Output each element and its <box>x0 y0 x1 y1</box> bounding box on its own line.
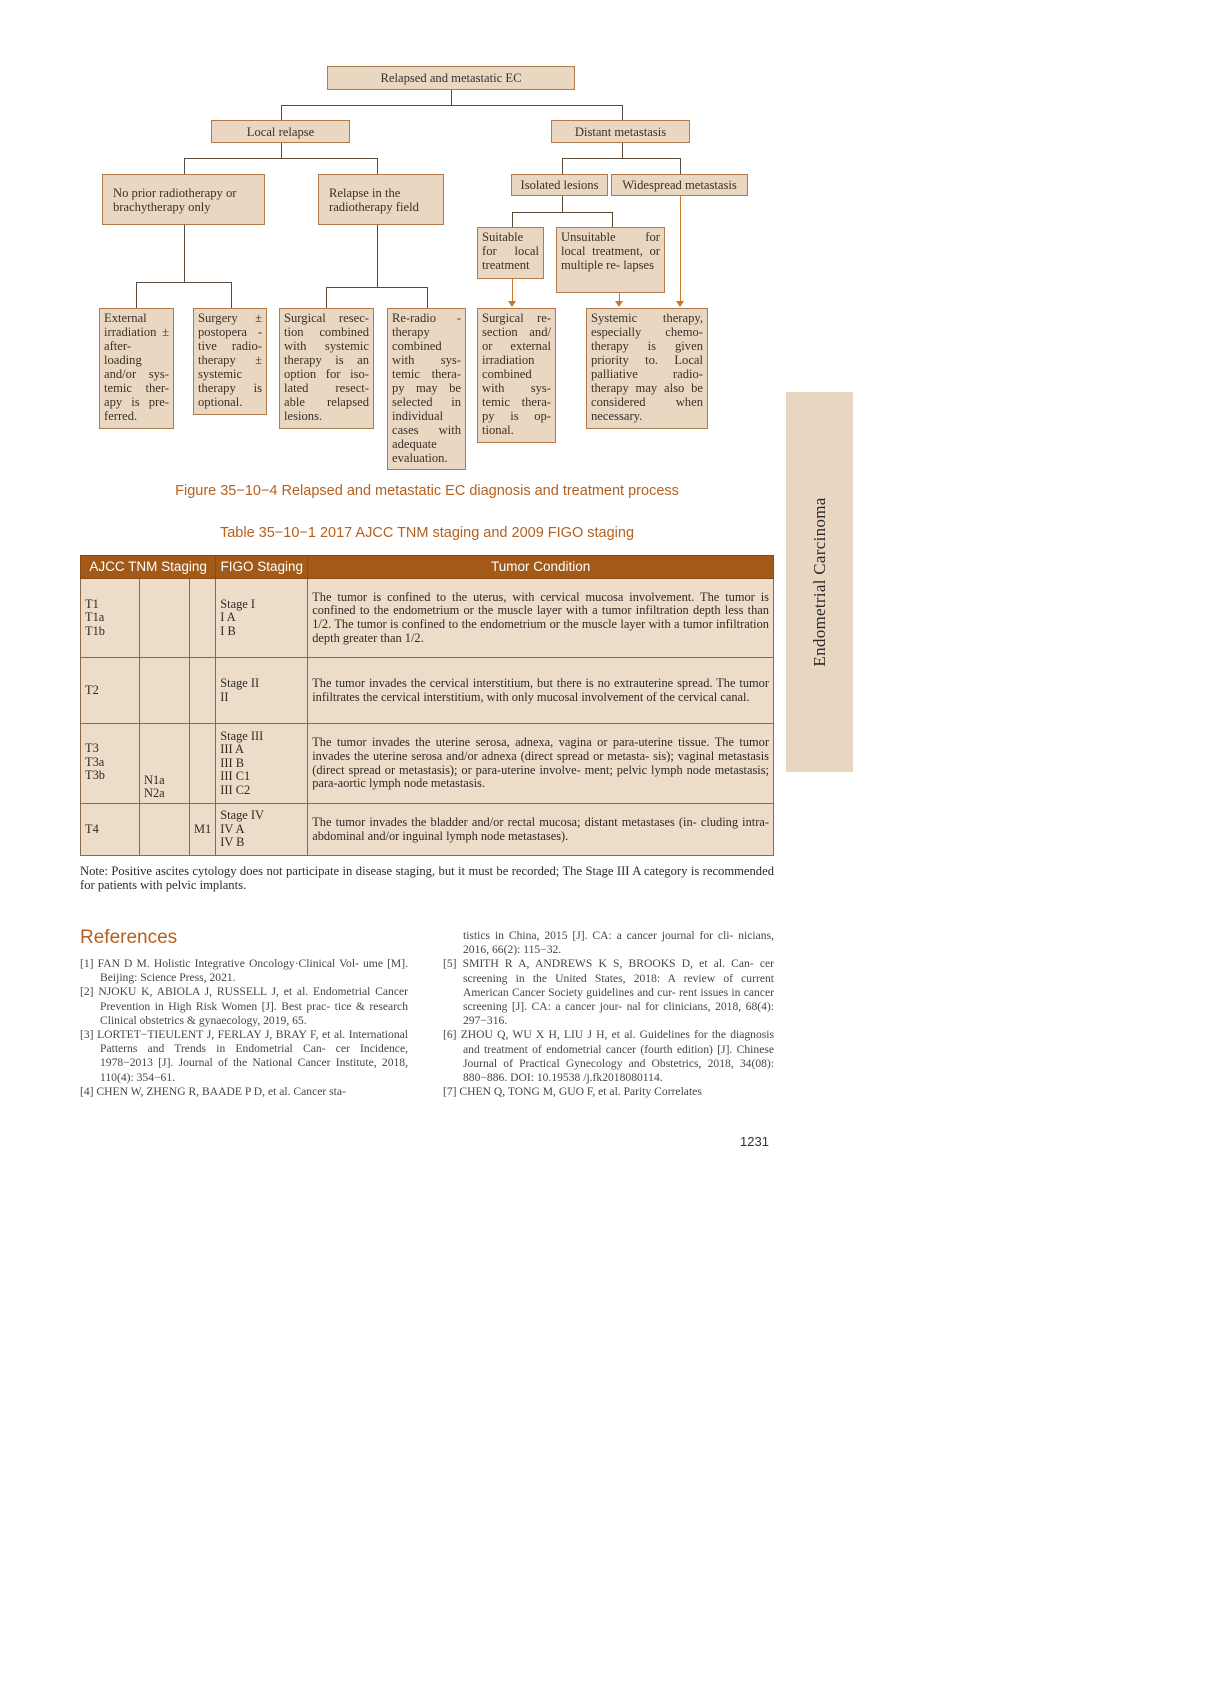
n-cell <box>140 579 190 658</box>
table-row <box>81 804 774 856</box>
table-header-row <box>81 556 774 579</box>
relapse-in-field-box: Relapse in the radiotherapy field <box>318 174 444 225</box>
figure-caption: Figure 35−10−4 Relapsed and metastatic EC diagnosis and treatment process <box>175 483 679 499</box>
t-cell: T2 <box>81 658 140 724</box>
reference-item: [5] SMITH R A, ANDREWS K S, BROOKS D, et al. Can- cer screening in the United States, 2018: A review of current American Cancer Society guidelines and cur- rent issues in cancer screening [J]. CA: a cancer jour- nal for clinicians, 2018, 68(4): 297−316. <box>443 957 774 1028</box>
table-note: Note: Positive ascites cytology does not participate in disease staging, but it must be recorded; The Stage III A category is recommended for patients with pelvic implants. <box>80 864 774 892</box>
systemic-therapy-box: Systemic therapy, especially chemo- therapy is given priority to. Local palliative radio- therapy may also be considered when necessary. <box>586 308 708 429</box>
widespread-metastasis-box: Widespread metastasis <box>611 174 748 196</box>
t-cell: T3 T3a T3b <box>81 724 140 804</box>
suitable-local-treatment-box: Suitable for local treatment <box>477 227 544 279</box>
chapter-side-tab-label: Endometrial Carcinoma <box>809 497 829 667</box>
local-relapse-box: Local relapse <box>211 120 350 143</box>
figo-cell: Stage I I A I B <box>216 579 308 658</box>
table-row <box>81 658 774 724</box>
references-left-column <box>80 957 408 1099</box>
reference-item: [1] FAN D M. Holistic Integrative Oncology·Clinical Vol- ume [M]. Beijing: Science Press, 2021. <box>80 957 408 985</box>
reference-item: [6] ZHOU Q, WU X H, LIU J H, et al. Guidelines for the diagnosis and treatment of endometrial cancer (fourth edition) [J]. Chinese Journal of Practical Gynecology and Obstetrics, 2018, 34(08): 880−886. DOI: 10.19538 /j.fk2018080114. <box>443 1028 774 1085</box>
n-cell: N1a N2a <box>140 724 190 804</box>
chapter-side-tab <box>786 392 853 772</box>
header-ajcc: AJCC TNM Staging <box>81 556 216 579</box>
re-radiotherapy-box: Re-radio - therapy combined with sys- temic thera- py may be selected in individual cases with adequate evaluation. <box>387 308 466 470</box>
table-row <box>81 579 774 658</box>
t-cell: T4 <box>81 804 140 856</box>
reference-item: [7] CHEN Q, TONG M, GUO F, et al. Parity Correlates <box>443 1085 702 1099</box>
staging-table <box>80 555 774 856</box>
m-cell <box>190 579 216 658</box>
header-figo: FIGO Staging <box>216 556 308 579</box>
tumor-condition-cell: The tumor is confined to the uterus, with cervical mucosa involvement. The tumor is confined to the endometrium or the muscle layer with a tumor infiltration depth less than 1/2. The tumor is confined to the endometrium or the muscle layer with a tumor infiltration depth greater than 1/2. <box>308 579 774 658</box>
figo-cell: Stage IV IV A IV B <box>216 804 308 856</box>
surgical-resection-box: Surgical resec- tion combined with systemic therapy is an option for iso- lated resect- able relapsed lesions. <box>279 308 374 429</box>
figo-cell: Stage III III A III B III C1 III C2 <box>216 724 308 804</box>
no-prior-radiotherapy-box: No prior radiotherapy or brachytherapy only <box>102 174 265 225</box>
page-number: 1231 <box>740 1134 769 1149</box>
reference-item: [2] NJOKU K, ABIOLA J, RUSSELL J, et al. Endometrial Cancer Prevention in High Risk Women [J]. Best prac- tice & research Clinical obstetrics & gynaecology, 2019, 65. <box>80 985 408 1027</box>
m-cell <box>190 724 216 804</box>
reference-continuation: tistics in China, 2015 [J]. CA: a cancer journal for cli- nicians, 2016, 66(2): 115−32. <box>463 929 774 957</box>
surgery-box: Surgery ± postopera - tive radio- therapy ± systemic therapy is optional. <box>193 308 267 415</box>
tumor-condition-cell: The tumor invades the uterine serosa, adnexa, vagina or para-uterine tissue. The tumor invades the uterine serosa and/or adnexa (direct spread or metasta- sis); vaginal metastasis (direct spread or metastasis); or para-uterine involve- ment; pelvic lymph node metastasis; para-aortic lymph node metastasis. <box>308 724 774 804</box>
references-heading: References <box>80 927 178 948</box>
table-row <box>81 724 774 804</box>
header-tumor-condition: Tumor Condition <box>308 556 774 579</box>
reference-item: [3] LORTET−TIEULENT J, FERLAY J, BRAY F, et al. International Patterns and Trends in Endometrial Can- cer Incidence, 1978−2013 [J]. Journal of the National Cancer Institute, 2018, 110(4): 354−61. <box>80 1028 408 1084</box>
isolated-lesions-box: Isolated lesions <box>511 174 608 196</box>
reference-item: [4] CHEN W, ZHENG R, BAADE P D, et al. Cancer sta- <box>80 1084 346 1098</box>
tumor-condition-cell: The tumor invades the bladder and/or rectal mucosa; distant metastases (in- cluding intra-abdominal and/or inguinal lymph node metastases). <box>308 804 774 856</box>
m-cell <box>190 658 216 724</box>
root-box: Relapsed and metastatic EC <box>327 66 575 90</box>
table-caption: Table 35−10−1 2017 AJCC TNM staging and 2009 FIGO staging <box>219 525 635 541</box>
surgical-resection-or-irradiation-box: Surgical re- section and/ or external irradiation combined with sys- temic thera- py is op- tional. <box>477 308 556 443</box>
t-cell: T1 T1a T1b <box>81 579 140 658</box>
distant-metastasis-box: Distant metastasis <box>551 120 690 143</box>
m-cell: M1 <box>190 804 216 856</box>
external-irradiation-box: External irradiation ± after- loading and/or sys- temic ther- apy is pre- ferred. <box>99 308 174 429</box>
figo-cell: Stage II II <box>216 658 308 724</box>
references-right-column <box>443 929 774 1099</box>
n-cell <box>140 658 190 724</box>
n-cell <box>140 804 190 856</box>
tumor-condition-cell: The tumor invades the cervical interstitium, but there is no extrauterine spread. The tumor infiltrates the cervical interstitium, with only mucosal involvement of the cervical canal. <box>308 658 774 724</box>
unsuitable-local-treatment-box: Unsuitable for local treatment, or multiple re- lapses <box>556 227 665 293</box>
